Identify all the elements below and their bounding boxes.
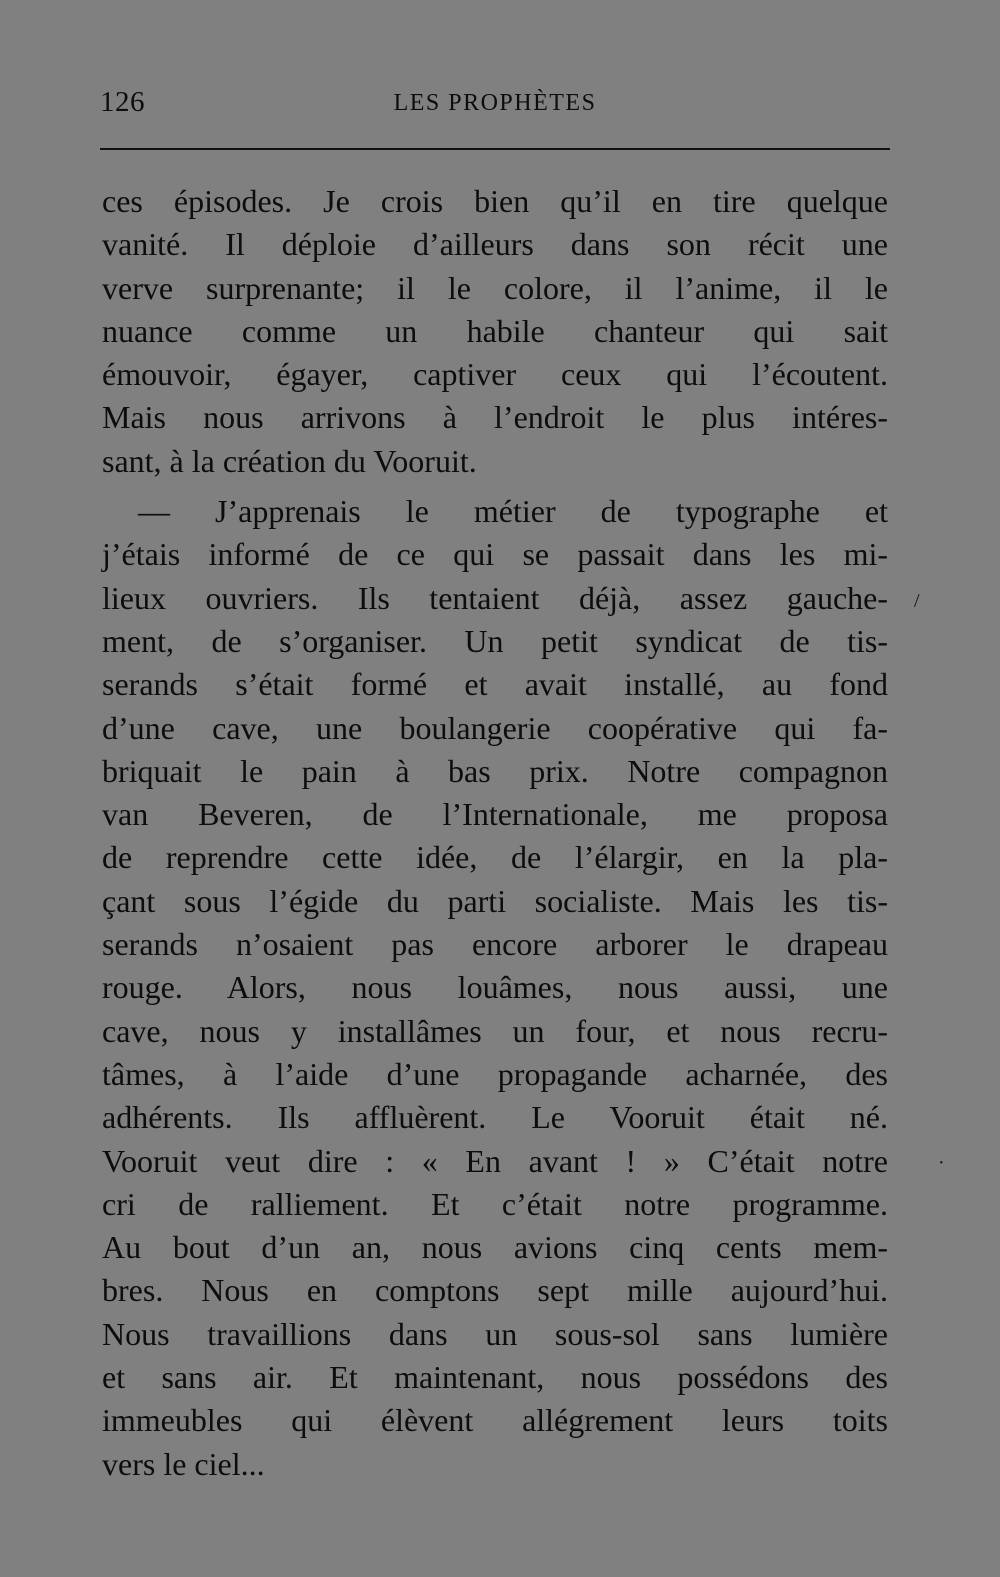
text-line: tâmes, à l’aide d’une propagande acharnée, des <box>102 1055 888 1092</box>
text-line: briquait le pain à bas prix. Notre compagnon <box>102 752 888 789</box>
text-line: — J’apprenais le métier de typographe et <box>138 493 888 530</box>
paragraph <box>102 490 888 1486</box>
running-title: LES PROPHÈTES <box>393 90 597 116</box>
text-line: Mais nous arrivons à l’endroit le plus intéres- <box>102 399 888 436</box>
text-line: sant, à la création du Vooruit. <box>102 442 477 479</box>
text-line: bres. Nous en comptons sept mille aujourd’hui. <box>102 1272 888 1309</box>
page-header <box>100 86 890 126</box>
text-line: rouge. Alors, nous louâmes, nous aussi, une <box>102 969 888 1006</box>
header-rule <box>100 148 890 150</box>
text-line: van Beveren, de l’Internationale, me proposa <box>102 796 888 833</box>
text-line: Au bout d’un an, nous avions cinq cents mem- <box>102 1229 888 1266</box>
text-line: ment, de s’organiser. Un petit syndicat de tis- <box>102 622 888 659</box>
text-line: immeubles qui élèvent allégrement leurs toits <box>102 1402 888 1439</box>
text-line: ces épisodes. Je crois bien qu’il en tire quelque <box>102 183 888 219</box>
text-line: d’une cave, une boulangerie coopérative qui fa- <box>102 709 888 746</box>
text-line: nuance comme un habile chanteur qui sait <box>102 312 888 349</box>
text-line: lieux ouvriers. Ils tentaient déjà, assez gauche- <box>102 579 888 616</box>
text-line: vanité. Il déploie d’ailleurs dans son récit une <box>102 226 888 263</box>
text-line: et sans air. Et maintenant, nous possédons des <box>102 1359 888 1396</box>
text-line: j’étais informé de ce qui se passait dans les mi- <box>102 536 888 573</box>
page-number: 126 <box>100 86 145 118</box>
text-line: de reprendre cette idée, de l’élargir, en la pla- <box>102 839 888 876</box>
text-line: çant sous l’égide du parti socialiste. Mais les tis- <box>102 882 888 919</box>
text-line: Nous travaillions dans un sous-sol sans lumière <box>102 1315 888 1352</box>
body-text <box>102 180 888 1486</box>
text-line: cave, nous y installâmes un four, et nous recru- <box>102 1012 888 1049</box>
text-line: cri de ralliement. Et c’était notre programme. <box>102 1185 888 1222</box>
text-line: serands s’était formé et avait installé, au fond <box>102 666 888 703</box>
text-line: adhérents. Ils affluèrent. Le Vooruit était né. <box>102 1099 888 1136</box>
paragraph-gap <box>102 483 888 490</box>
text-line: serands n’osaient pas encore arborer le drapeau <box>102 926 888 963</box>
text-line: vers le ciel... <box>102 1445 265 1482</box>
margin-dot: · <box>938 1152 945 1174</box>
text-line: émouvoir, égayer, captiver ceux qui l’écoutent. <box>102 356 888 393</box>
paragraph <box>102 180 888 483</box>
text-line: Vooruit veut dire : « En avant ! » C’était notre <box>102 1142 888 1179</box>
margin-mark: / <box>914 590 920 612</box>
text-line: verve surprenante; il le colore, il l’anime, il le <box>102 269 888 306</box>
